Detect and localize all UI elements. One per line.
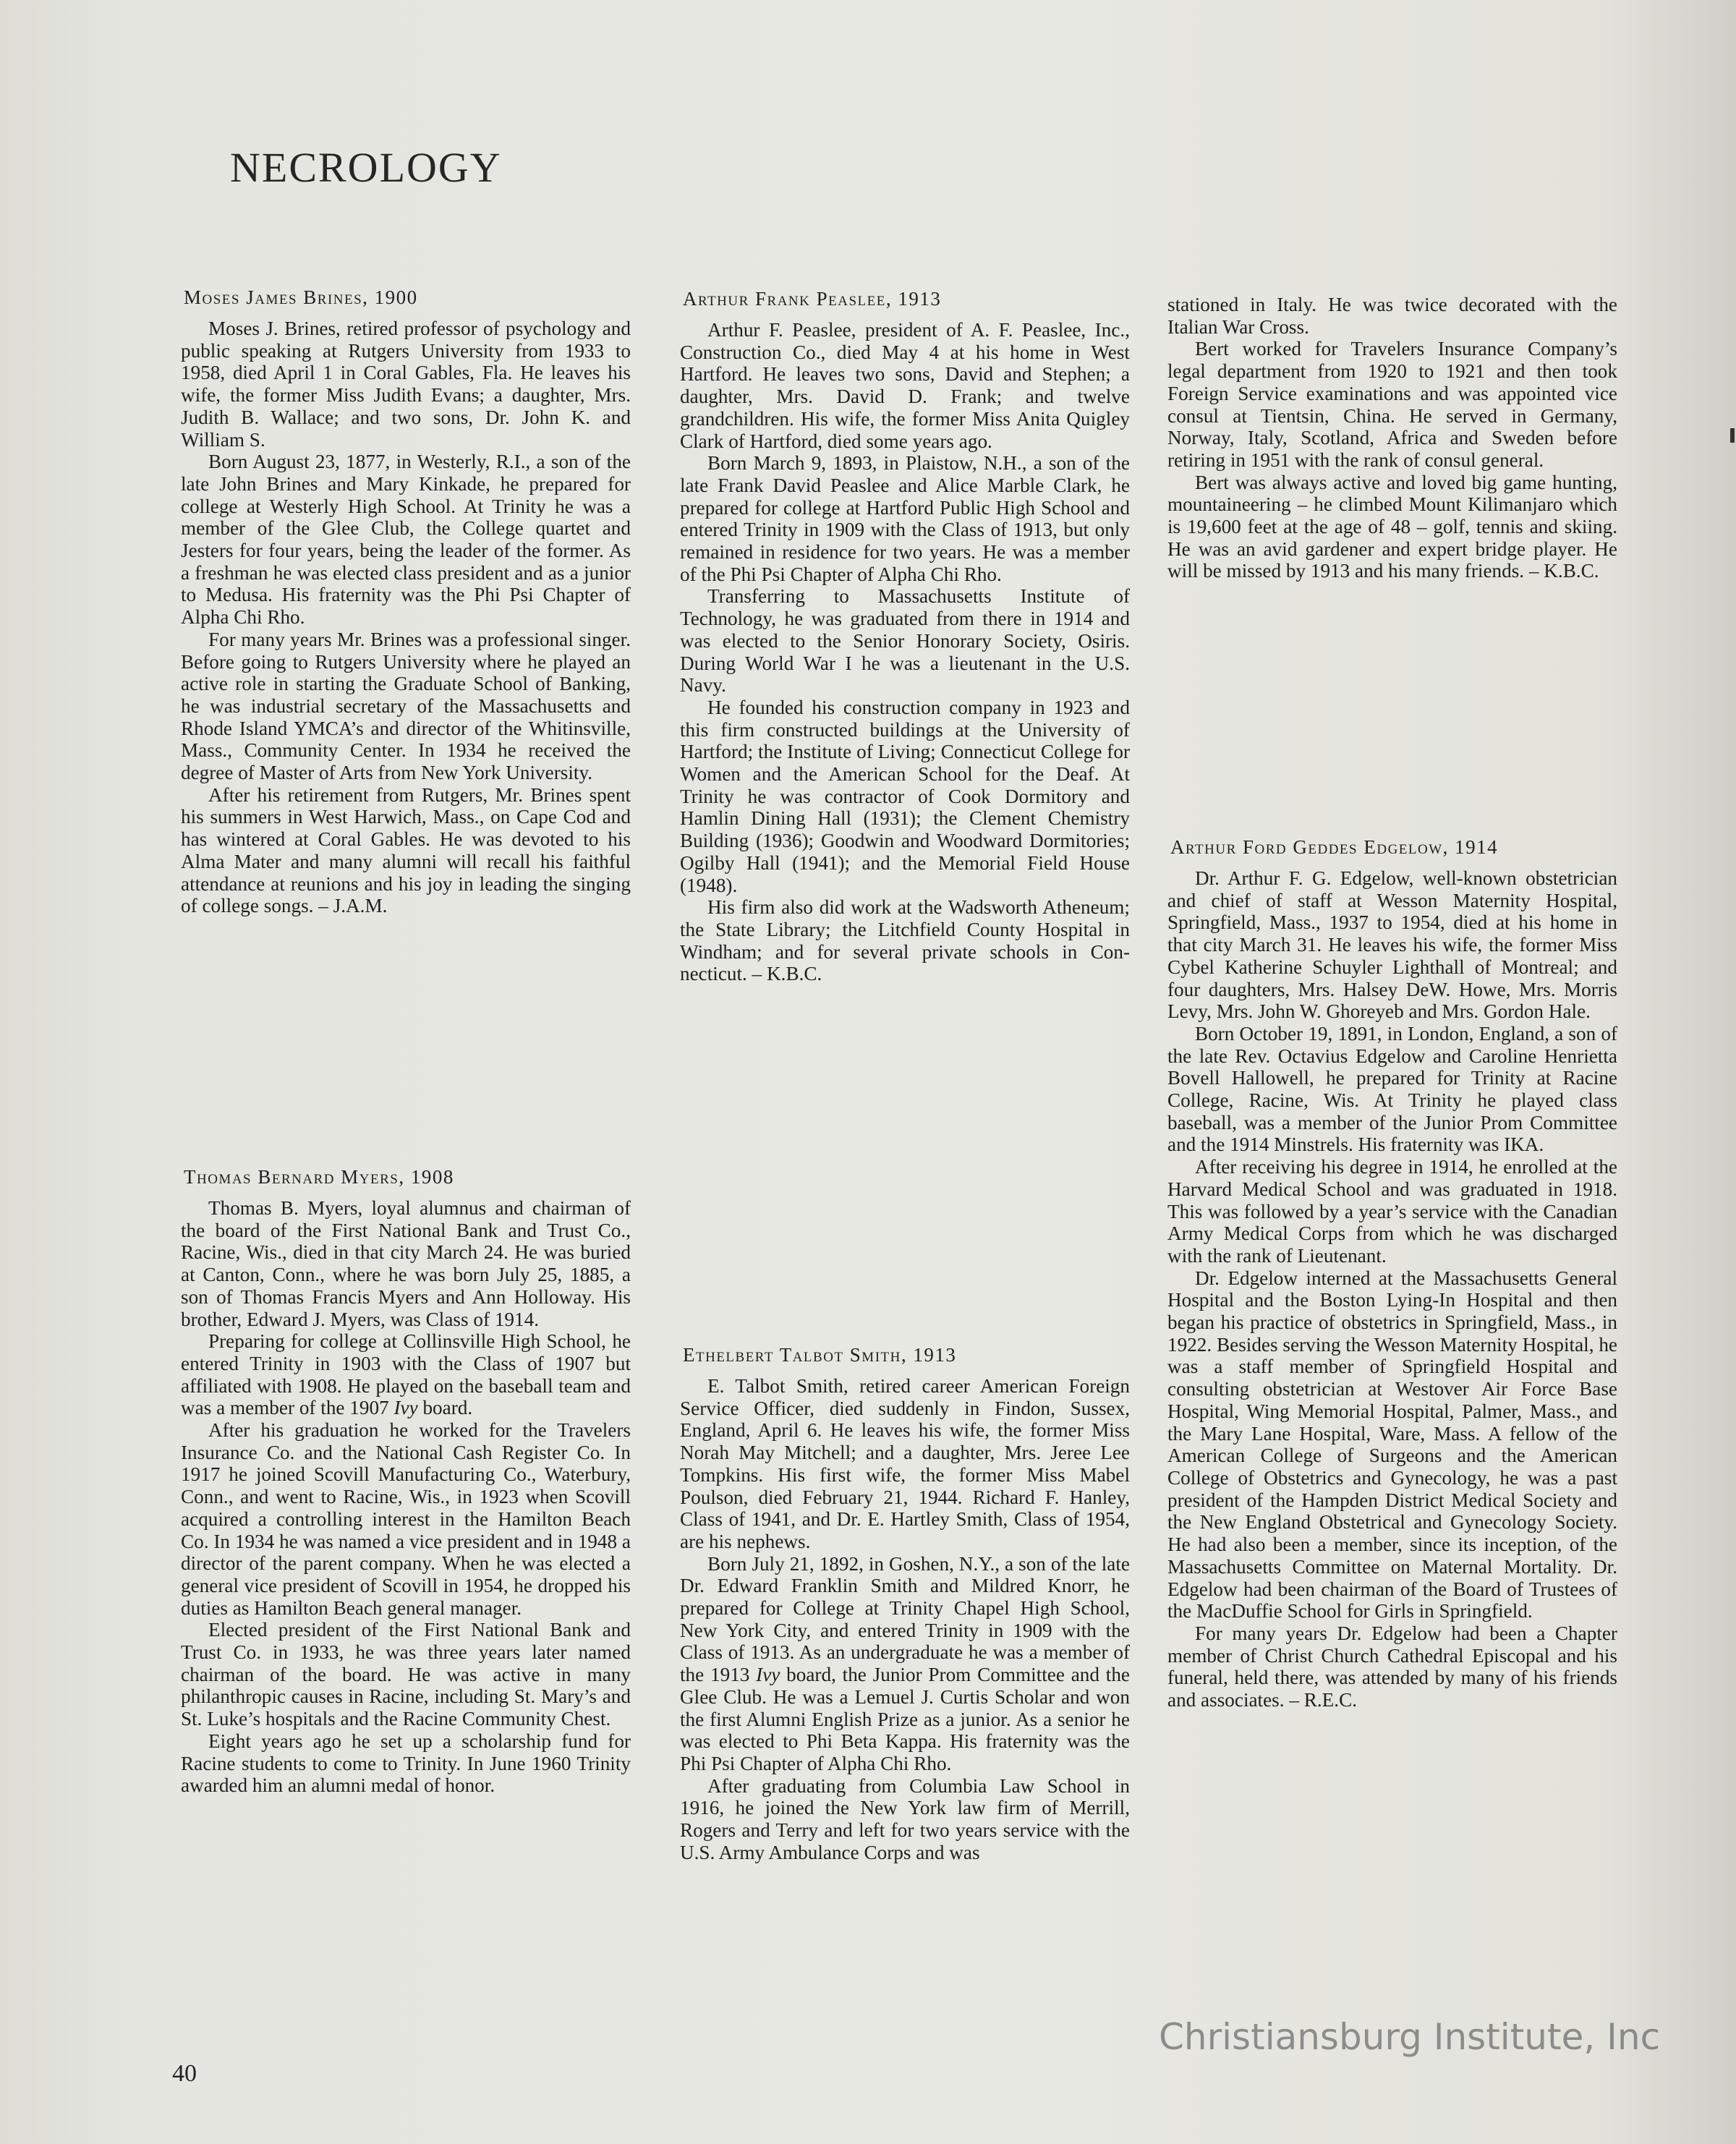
obituary-paragraph: Eight years ago he set up a scholarship fund for Racine students to come to Trinity. In June 1960 Trinity awarded him an alumni medal of honor.: [181, 1730, 631, 1797]
obituary-paragraph: For many years Dr. Edgelow had been a Chapter member of Christ Church Cathedral Episcopal and his funeral, held there, was attended by many of his friends and associates. – R.E.C.: [1167, 1622, 1617, 1711]
obituary-edgelow: [1167, 836, 1617, 1711]
obituary-paragraph: E. Talbot Smith, retired career American Foreign Service Officer, died suddenly in Findon, Sussex, England, April 6. He leaves his wife, the former Miss Norah May Mitchell; and a daughter, Mrs. Jeree Lee Tompkins. His first wife, the former Miss Mabel Poulson, died February 21, 1944. Richard F. Hanley, Class of 1941, and Dr. E. Hartley Smith, Class of 1954, are his nephews.: [680, 1375, 1130, 1552]
obituary-paragraph: He founded his construction company in 1923 and this firm constructed buildings at the University of Hartford; the Institute of Living; Connecticut College for Women and the American School for the Deaf. At Trinity he was contractor of Cook Dormitory and Hamlin Dining Hall (1931); the Clement Chemistry Building (1936); Goodwin and Woodward Dormitories; Ogilby Hall (1941); and the Memorial Field House (1948).: [680, 696, 1130, 896]
page-title: NECROLOGY: [230, 144, 502, 191]
obituary-heading: Arthur Ford Geddes Edgelow, 1914: [1170, 836, 1499, 858]
obituary-paragraph: Thomas B. Myers, loyal alumnus and chairman of the board of the First National Bank and Trust Co., Racine, Wis., died in that city March 24. He was buried at Canton, Conn., where he was born July 25, 1885, a son of Thomas Francis Myers and Ann Holloway. His brother, Edward J. Myers, was Class of 1914.: [181, 1197, 631, 1330]
obituary-heading: Thomas Bernard Myers, 1908: [184, 1166, 454, 1188]
obituary-brines: [181, 286, 631, 917]
obituary-myers: [181, 1166, 631, 1797]
obituary-paragraph: Dr. Edgelow interned at the Massachusetts General Hospital and the Boston Lying-In Hospital and then began his practice of obstetrics in Springfield, Mass., in 1922. Besides serving the Wesson Maternity Hospital, he was a staff member of Springfield Hospital and consulting obstetrician at Westover Air Force Base Hospital, Wing Memorial Hospital, Palmer, Mass., and the Mary Lane Hospital, Ware, Mass. A fellow of the American College of Surgeons and the American College of Obstetrics and Gynecology, he was a past president of the Hampden District Medical Society and the New England Obstetrical and Gynecology Society. He had also been a member, since its inception, of the Massachusetts Committee on Maternal Mortality. Dr. Edgelow had been chairman of the Board of Trustees of the MacDuffie School for Girls in Springfield.: [1167, 1267, 1617, 1622]
obituary-paragraph: Elected president of the First National Bank and Trust Co. in 1933, he was three years later named chairman of the board. He was active in many philanthropic causes in Racine, including St. Mary’s and St. Luke’s hospitals and the Racine Community Chest.: [181, 1619, 631, 1730]
obituary-paragraph: Moses J. Brines, retired professor of psychology and public speaking at Rutgers University from 1933 to 1958, died April 1 in Coral Gables, Fla. He leaves his wife, the former Miss Judith Evans; a daughter, Mrs. Judith B. Wallace; and two sons, Dr. John K. and William S.: [181, 318, 631, 451]
obituary-smith-continued: [1167, 294, 1617, 582]
obituary-paragraph: For many years Mr. Brines was a professional singer. Before going to Rutgers University where he played an active role in starting the Graduate School of Banking, he was industrial secretary of the Massachusetts and Rhode Island YMCA’s and director of the Whitinsville, Mass., Community Center. In 1934 he received the degree of Master of Arts from New York University.: [181, 628, 631, 784]
obituary-peaslee: [680, 288, 1130, 985]
obituary-paragraph: Bert was always active and loved big game hunting, mountaineering – he climbed Mount Kilimanjaro which is 19,600 feet at the age of 48 – golf, tennis and skiing. He was an avid gardener and expert bridge player. He will be missed by 1913 and his many friends. – K.B.C.: [1167, 471, 1617, 582]
obituary-paragraph: After his graduation he worked for the Travelers Insurance Co. and the National Cash Register Co. In 1917 he joined Scovill Manufacturing Co., Waterbury, Conn., and went to Racine, Wis., in 1923 when Scovill acquired a controlling interest in the Hamilton Beach Co. In 1934 he was named a vice president and in 1948 a director of the parent company. When he was elected a general vice president of Scovill in 1954, he dropped his duties as Hamilton Beach general manager.: [181, 1419, 631, 1619]
obituary-paragraph: His firm also did work at the Wadsworth Atheneum; the State Library; the Litchfield County Hospital in Windham; and for several private schools in Connecticut. – K.B.C.: [680, 896, 1130, 985]
obituary-paragraph: Preparing for college at Collinsville High School, he entered Trinity in 1903 with the Class of 1907 but affiliated with 1908. He played on the baseball team and was a member of the 1907 Ivy board.: [181, 1330, 631, 1419]
obituary-heading: Ethelbert Talbot Smith, 1913: [683, 1344, 957, 1366]
obituary-paragraph: After receiving his degree in 1914, he enrolled at the Harvard Medical School and was graduated in 1918. This was followed by a year’s service with the Canadian Army Medical Corps from which he was discharged with the rank of Lieutenant.: [1167, 1156, 1617, 1267]
obituary-paragraph: Born August 23, 1877, in Westerly, R.I., a son of the late John Brines and Mary Kinkade, he prepared for college at Westerly High School. At Trinity he was a member of the Glee Club, the College quartet and Jesters for four years, being the leader of the former. As a freshman he was elected class president and as a junior to Medusa. His fraternity was the Phi Psi Chapter of Alpha Chi Rho.: [181, 451, 631, 629]
obituary-paragraph: stationed in Italy. He was twice decorated with the Italian War Cross.: [1167, 294, 1617, 338]
margin-mark: [1730, 428, 1735, 443]
obituary-paragraph: Born July 21, 1892, in Goshen, N.Y., a son of the late Dr. Edward Franklin Smith and Mildred Knorr, he prepared for College at Trinity Chapel High School, New York City, and entered Trinity in 1909 with the Class of 1913. As an undergraduate he was a member of the 1913 Ivy board, the Junior Prom Committee and the Glee Club. He was a Lemuel J. Curtis Scholar and won the first Alumni English Prize as a junior. As a senior he was elected to Phi Beta Kappa. His fraternity was the Phi Psi Chapter of Alpha Chi Rho.: [680, 1552, 1130, 1774]
obituary-paragraph: Born October 19, 1891, in London, England, a son of the late Rev. Octavius Edgelow and Caroline Henrietta Bovell Hallowell, he prepared for Trinity at Racine College, Racine, Wis. At Trinity he played class baseball, was a member of the Junior Prom Committee and the 1914 Minstrels. His fraternity was IKA.: [1167, 1022, 1617, 1156]
obituary-paragraph: Dr. Arthur F. G. Edgelow, well-known obstetrician and chief of staff at Wesson Maternity Hospital, Springfield, Mass., 1937 to 1954, died at his home in that city March 31. He leaves his wife, the former Miss Cybel Katherine Schuyler Lighthall of Montreal; and four daughters, Mrs. Halsey DeW. Howe, Mrs. Morris Levy, Mrs. John W. Ghoreyeb and Mrs. Gordon Hale.: [1167, 867, 1617, 1023]
obituary-paragraph: Transferring to Massachusetts Institute of Technology, he was graduated from there in 1914 and was elected to the Senior Honorary Society, Osiris. During World War I he was a lieutenant in the U.S. Navy.: [680, 585, 1130, 697]
obituary-paragraph: Arthur F. Peaslee, president of A. F. Peaslee, Inc., Construction Co., died May 4 at his home in West Hartford. He leaves two sons, David and Stephen; a daughter, Mrs. David D. Frank; and twelve grandchildren. His wife, the former Miss Anita Quigley Clark of Hartford, died some years ago.: [680, 319, 1130, 452]
watermark: Christiansburg Institute, Inc: [1159, 2016, 1661, 2058]
obituary-heading: Arthur Frank Peaslee, 1913: [683, 288, 942, 310]
obituary-smith: [680, 1344, 1130, 1863]
obituary-paragraph: Born March 9, 1893, in Plaistow, N.H., a son of the late Frank David Peaslee and Alice Marble Clark, he prepared for college at Hartford Public High School and entered Trinity in 1909 with the Class of 1913, but only remained in residence for two years. He was a member of the Phi Psi Chapter of Alpha Chi Rho.: [680, 452, 1130, 585]
obituary-paragraph: After his retirement from Rutgers, Mr. Brines spent his summers in West Harwich, Mass., on Cape Cod and has wintered at Coral Gables. He was devoted to his Alma Mater and many alumni will recall his faithful attendance at reunions and his joy in leading the singing of college songs. – J.A.M.: [181, 783, 631, 917]
obituary-heading: Moses James Brines, 1900: [184, 286, 418, 308]
obituary-paragraph: After graduating from Columbia Law School in 1916, he joined the New York law firm of Merrill, Rogers and Terry and left for two years service with the U.S. Army Ambulance Corps and was: [680, 1774, 1130, 1863]
page-number: 40: [172, 2060, 197, 2087]
obituary-paragraph: Bert worked for Travelers Insurance Company’s legal department from 1920 to 1921 and then took Foreign Service examinations and was appointed vice consul at Tientsin, China. He served in Germany, Norway, Italy, Scotland, Africa and Sweden before retiring in 1951 with the rank of consul general.: [1167, 338, 1617, 471]
